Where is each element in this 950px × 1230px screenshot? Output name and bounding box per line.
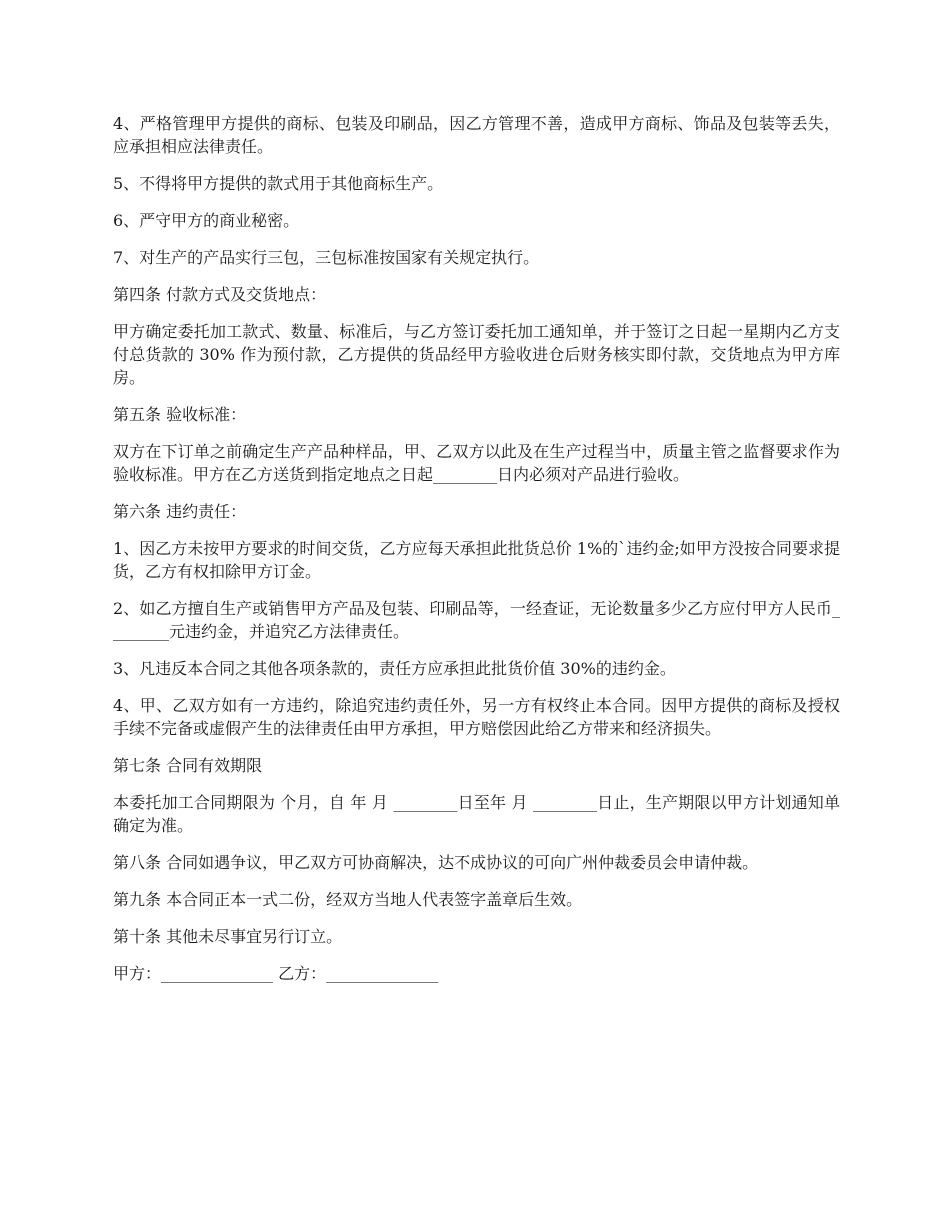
paragraph-clause-3-item-6: 6、严守甲方的商业秘密。 [113, 211, 300, 230]
heading-clause-5: 第五条 验收标准： [113, 405, 247, 424]
paragraph-clause-6-item-2: 2、如乙方擅自生产或销售甲方产品及包装、印刷品等，一经查证，无论数量多少乙方应付甲方人民币________元违约金，并追究乙方法律责任。 [113, 599, 840, 641]
paragraph-clause-6-item-4: 4、甲、乙双方如有一方违约，除追究违约责任外，另一方有权终止本合同。因甲方提供的商标及授权手续不完备或虚假产生的法律责任由甲方承担，甲方赔偿因此给乙方带来和经济损失。 [113, 696, 840, 738]
paragraph-clause-7-body: 本委托加工合同期限为 个月，自 年 月 ________日至年 月 ________日止，生产期限以甲方计划通知单确定为准。 [113, 793, 840, 835]
paragraph-clause-5-body: 双方在下订单之前确定生产产品种样品，甲、乙双方以此及在生产过程当中，质量主管之监督要求作为验收标准。甲方在乙方送货到指定地点之日起________日内必须对产品进行验收。 [113, 442, 840, 484]
paragraph-clause-3-item-7: 7、对生产的产品实行三包，三包标准按国家有关规定执行。 [113, 248, 540, 267]
signature-line: 甲方：______________ 乙方：______________ [113, 964, 439, 983]
heading-clause-6: 第六条 违约责任： [113, 502, 247, 521]
heading-clause-4: 第四条 付款方式及交货地点： [113, 285, 327, 304]
paragraph-clause-9: 第九条 本合同正本一式二份，经双方当地人代表签字盖章后生效。 [113, 890, 583, 909]
document-body [113, 112, 840, 999]
paragraph-clause-6-item-3: 3、凡违反本合同之其他各项条款的，责任方应承担此批货价值 30%的违约金。 [113, 659, 676, 678]
paragraph-clause-4-body: 甲方确定委托加工款式、数量、标准后，与乙方签订委托加工通知单，并于签订之日起一星期内乙方支付总货款的 30% 作为预付款，乙方提供的货品经甲方验收进仓后财务核实即付款，交货地点为甲方库房。 [113, 322, 840, 387]
paragraph-clause-10: 第十条 其他未尽事宜另行订立。 [113, 927, 343, 946]
paragraph-clause-3-item-4: 4、严格管理甲方提供的商标、包装及印刷品，因乙方管理不善，造成甲方商标、饰品及包装等丢失，应承担相应法律责任。 [113, 114, 840, 156]
heading-clause-7: 第七条 合同有效期限 [113, 756, 263, 775]
paragraph-clause-8: 第八条 合同如遇争议，甲乙双方可协商解决，达不成协议的可向广州仲裁委员会申请仲裁。 [113, 853, 759, 872]
paragraph-clause-3-item-5: 5、不得将甲方提供的款式用于其他商标生产。 [113, 174, 444, 193]
paragraph-clause-6-item-1: 1、因乙方未按甲方要求的时间交货，乙方应每天承担此批货总价 1%的`违约金;如甲方没按合同要求提货，乙方有权扣除甲方订金。 [113, 539, 840, 581]
